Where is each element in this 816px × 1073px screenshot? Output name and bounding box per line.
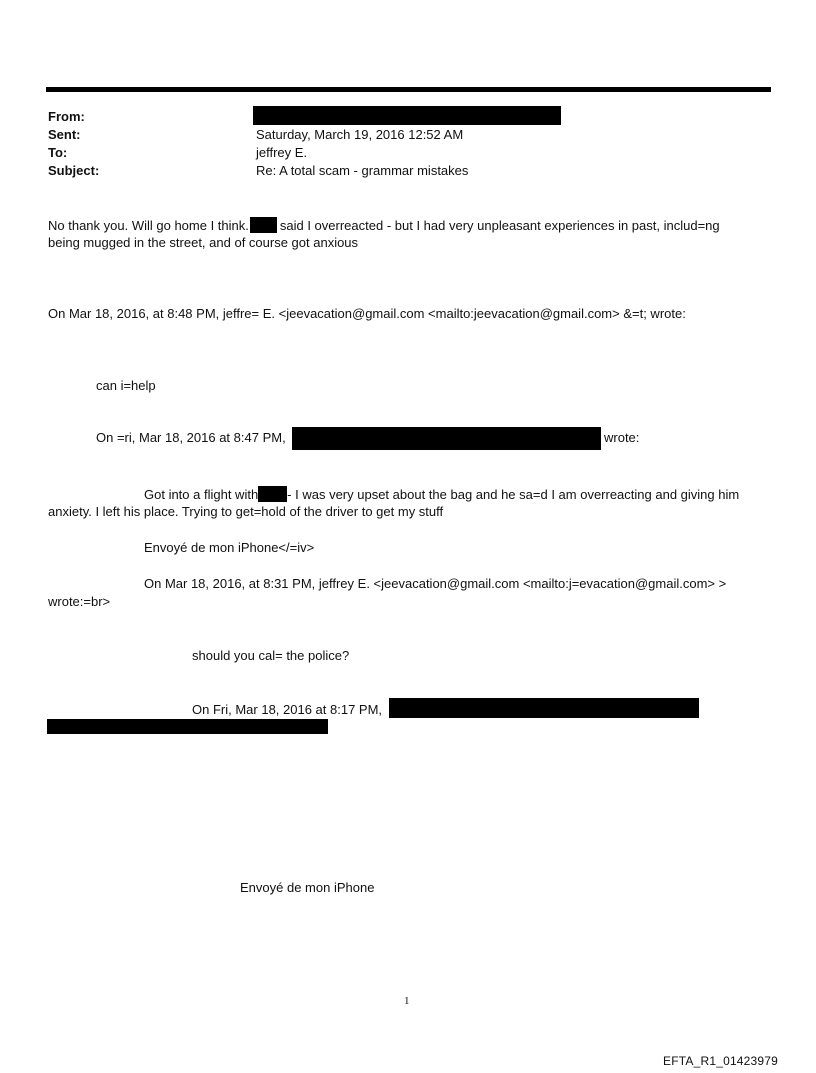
header-rule bbox=[46, 87, 771, 92]
redaction-sender-cont bbox=[47, 719, 328, 734]
reply-text: can i=help bbox=[96, 378, 156, 393]
quote-header: On =ri, Mar 18, 2016 at 8:47 PM, bbox=[96, 430, 286, 445]
reply-text: should you cal= the police? bbox=[192, 648, 350, 663]
bates-number: EFTA_R1_01423979 bbox=[663, 1054, 779, 1068]
subject-value: Re: A total scam - grammar mistakes bbox=[256, 163, 469, 178]
page-number: 1 bbox=[404, 995, 410, 1007]
sent-label: Sent: bbox=[48, 127, 81, 142]
subject-label: Subject: bbox=[48, 163, 100, 178]
body-paragraph-line: being mugged in the street, and of course got anxious bbox=[48, 235, 359, 250]
redaction-from bbox=[253, 106, 561, 125]
quote-wrote: wrote: bbox=[604, 430, 640, 445]
body-text: said I overreacted - but I had very unpleasant experiences in past, includ=ng bbox=[279, 218, 720, 233]
body-text: Got into a flight with bbox=[144, 487, 259, 502]
redaction-name bbox=[250, 217, 277, 233]
quote-header: On Mar 18, 2016, at 8:31 PM, jeffrey E. <jeevacation@gmail.com <mailto:j=evacation@gmail.com> > bbox=[144, 576, 727, 591]
sent-value: Saturday, March 19, 2016 12:52 AM bbox=[256, 127, 464, 142]
body-text: - I was very upset about the bag and he sa=d I am overreacting and giving him bbox=[287, 487, 740, 502]
message-line: anxiety. I left his place. Trying to get=hold of the driver to get my stuff bbox=[48, 504, 444, 519]
body-paragraph-line bbox=[48, 217, 720, 234]
from-label: From: bbox=[48, 109, 85, 124]
to-label: To: bbox=[48, 145, 68, 160]
signature: Envoyé de mon iPhone</=iv> bbox=[144, 540, 315, 555]
message-line bbox=[144, 486, 739, 503]
to-value: jeffrey E. bbox=[256, 145, 308, 160]
quote-header-cont: wrote:=br> bbox=[48, 594, 111, 609]
redaction-name bbox=[258, 486, 287, 502]
quote-header: On Mar 18, 2016, at 8:48 PM, jeffre= E. <jeevacation@gmail.com <mailto:jeevacation@gmail.com> &=t; wrote: bbox=[48, 306, 686, 321]
body-text: No thank you. Will go home I think. bbox=[48, 218, 249, 233]
redaction-sender bbox=[389, 698, 699, 718]
signature: Envoyé de mon iPhone bbox=[240, 880, 375, 895]
quote-header: On Fri, Mar 18, 2016 at 8:17 PM, bbox=[192, 702, 383, 717]
redaction-sender bbox=[292, 427, 601, 450]
